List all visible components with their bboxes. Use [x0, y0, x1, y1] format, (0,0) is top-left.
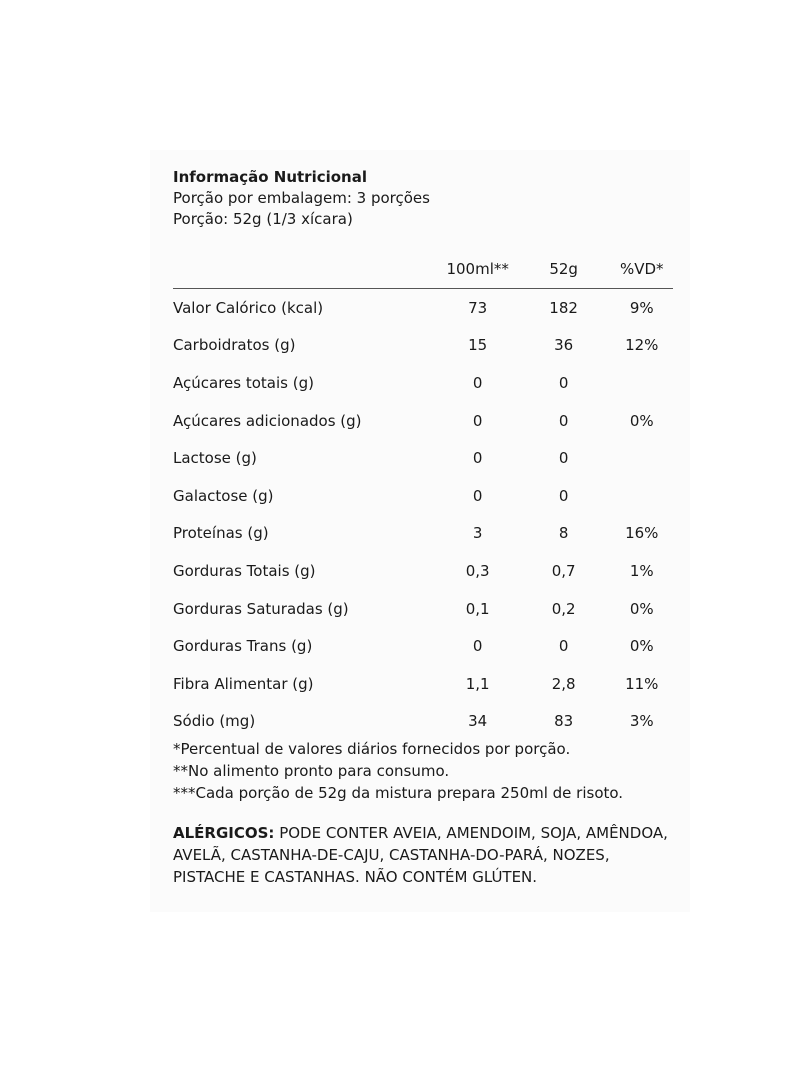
- value-per-100ml: 3: [472, 524, 483, 543]
- table-header-row: [173, 250, 673, 289]
- allergens-text: PODE CONTER AVEIA, AMENDOIM, SOJA, AMÊNDOA, AVELÃ, CASTANHA-DE-CAJU, CASTANHA-DO-PARÁ, NOZES, PISTACHE E CASTANHAS. NÃO CONTÉM GLÚTEN.: [173, 824, 668, 886]
- allergens-label: ALÉRGICOS:: [173, 824, 275, 842]
- footnote-ready-to-eat: **No alimento pronto para consumo.: [173, 762, 450, 780]
- header-label: [173, 250, 439, 289]
- servings-per-package: Porção por embalagem: 3 porções: [173, 189, 430, 207]
- nutrient-label: Sódio (mg): [173, 712, 256, 731]
- value-per-serving: 0: [558, 411, 569, 430]
- value-per-100ml: 34: [468, 712, 488, 731]
- header-daily-value: %VD*: [611, 250, 674, 289]
- nutrient-label: Gorduras Totais (g): [173, 561, 316, 580]
- value-per-100ml: 0: [472, 486, 483, 505]
- value-per-100ml: 0: [472, 373, 483, 392]
- value-per-serving: 2,8: [551, 674, 576, 693]
- value-daily-percent: 0%: [629, 637, 654, 656]
- value-per-100ml: 73: [468, 298, 488, 317]
- value-daily-percent: 12%: [625, 336, 659, 355]
- nutrient-label: Gorduras Saturadas (g): [173, 599, 349, 618]
- nutrient-label: Fibra Alimentar (g): [173, 674, 314, 693]
- value-per-100ml: 0: [472, 411, 483, 430]
- value-daily-percent: 11%: [625, 674, 659, 693]
- allergens-notice: [173, 822, 673, 888]
- value-per-serving: 0,7: [551, 561, 576, 580]
- value-daily-percent: [611, 364, 674, 402]
- table-row: [173, 439, 673, 477]
- header-per-100ml: 100ml**: [439, 250, 517, 289]
- value-per-serving: 0: [558, 637, 569, 656]
- footnotes: [173, 738, 693, 804]
- value-daily-percent: 0%: [629, 411, 654, 430]
- value-daily-percent: [611, 439, 674, 477]
- value-daily-percent: 1%: [629, 561, 654, 580]
- value-per-serving: 0: [558, 373, 569, 392]
- value-daily-percent: 9%: [629, 298, 654, 317]
- table-row: [173, 665, 673, 703]
- table-row: [173, 590, 673, 628]
- nutrient-label: Carboidratos (g): [173, 336, 296, 355]
- nutrition-header: [173, 166, 673, 230]
- table-row: [173, 477, 673, 515]
- value-per-serving: 0: [558, 449, 569, 468]
- value-per-serving: 0,2: [551, 599, 576, 618]
- table-body: [173, 289, 673, 741]
- table-row: [173, 327, 673, 365]
- value-per-100ml: 0,1: [465, 599, 490, 618]
- table-row: [173, 703, 673, 741]
- nutrient-label: Gorduras Trans (g): [173, 637, 313, 656]
- table-row: [173, 402, 673, 440]
- nutrient-label: Lactose (g): [173, 449, 257, 468]
- footnote-daily-value: *Percentual de valores diários fornecidos por porção.: [173, 740, 571, 758]
- table-row: [173, 627, 673, 665]
- value-per-100ml: 0,3: [465, 561, 490, 580]
- value-daily-percent: [611, 477, 674, 515]
- value-per-serving: 8: [558, 524, 569, 543]
- nutrient-label: Galactose (g): [173, 486, 274, 505]
- value-daily-percent: 3%: [629, 712, 654, 731]
- nutrient-label: Açúcares adicionados (g): [173, 411, 362, 430]
- footnote-preparation: ***Cada porção de 52g da mistura prepara 250ml de risoto.: [173, 784, 624, 802]
- table-row: [173, 289, 673, 327]
- value-per-100ml: 0: [472, 449, 483, 468]
- serving-size: Porção: 52g (1/3 xícara): [173, 210, 353, 228]
- value-per-100ml: 0: [472, 637, 483, 656]
- table-row: [173, 515, 673, 553]
- nutrient-label: Valor Calórico (kcal): [173, 298, 324, 317]
- table-row: [173, 364, 673, 402]
- header-per-serving: 52g: [517, 250, 611, 289]
- value-per-serving: 0: [558, 486, 569, 505]
- page-title: Informação Nutricional: [173, 168, 368, 186]
- value-daily-percent: 0%: [629, 599, 654, 618]
- table-row: [173, 552, 673, 590]
- value-per-serving: 83: [554, 712, 574, 731]
- value-daily-percent: 16%: [625, 524, 659, 543]
- nutrient-label: Proteínas (g): [173, 524, 269, 543]
- value-per-100ml: 1,1: [465, 674, 490, 693]
- nutrient-label: Açúcares totais (g): [173, 373, 314, 392]
- nutrition-table: [173, 250, 673, 740]
- value-per-serving: 182: [549, 298, 578, 317]
- value-per-serving: 36: [554, 336, 574, 355]
- value-per-100ml: 15: [468, 336, 488, 355]
